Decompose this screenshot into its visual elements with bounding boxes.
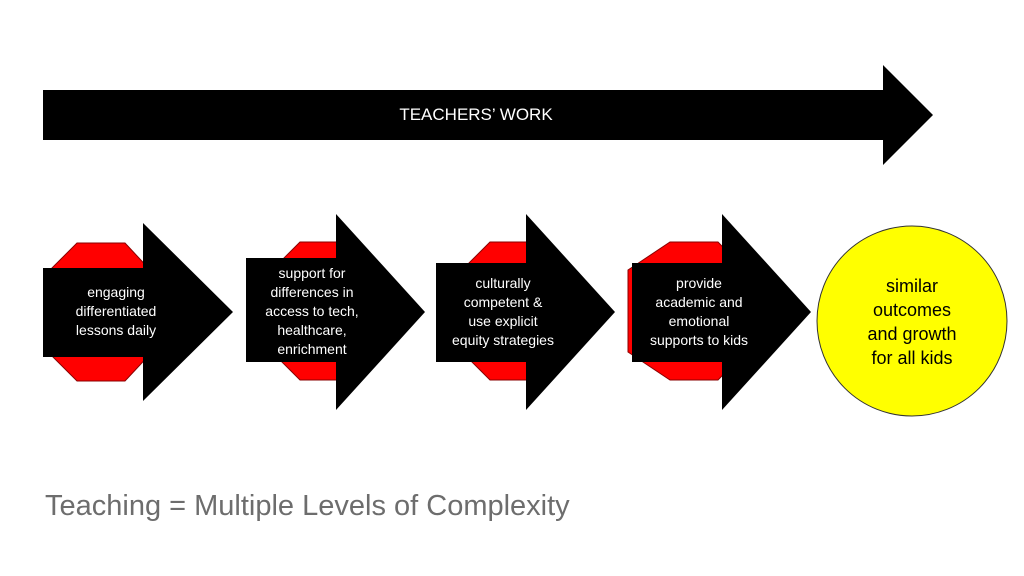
step-3-label: culturally competent & use explicit equity strategies (452, 275, 554, 348)
step-2-label: support for differences in access to tech, healthcare, enrichment (265, 265, 359, 357)
goal-label: similar outcomes and growth for all kids (867, 276, 957, 368)
slide-title: Teaching = Multiple Levels of Complexity (45, 490, 570, 522)
step-1-label: engaging differentiated lessons daily (75, 284, 157, 338)
step-4-label: provide academic and emotional supports to kids (649, 275, 749, 348)
teachers-work-label: TEACHERS’ WORK (399, 105, 553, 124)
